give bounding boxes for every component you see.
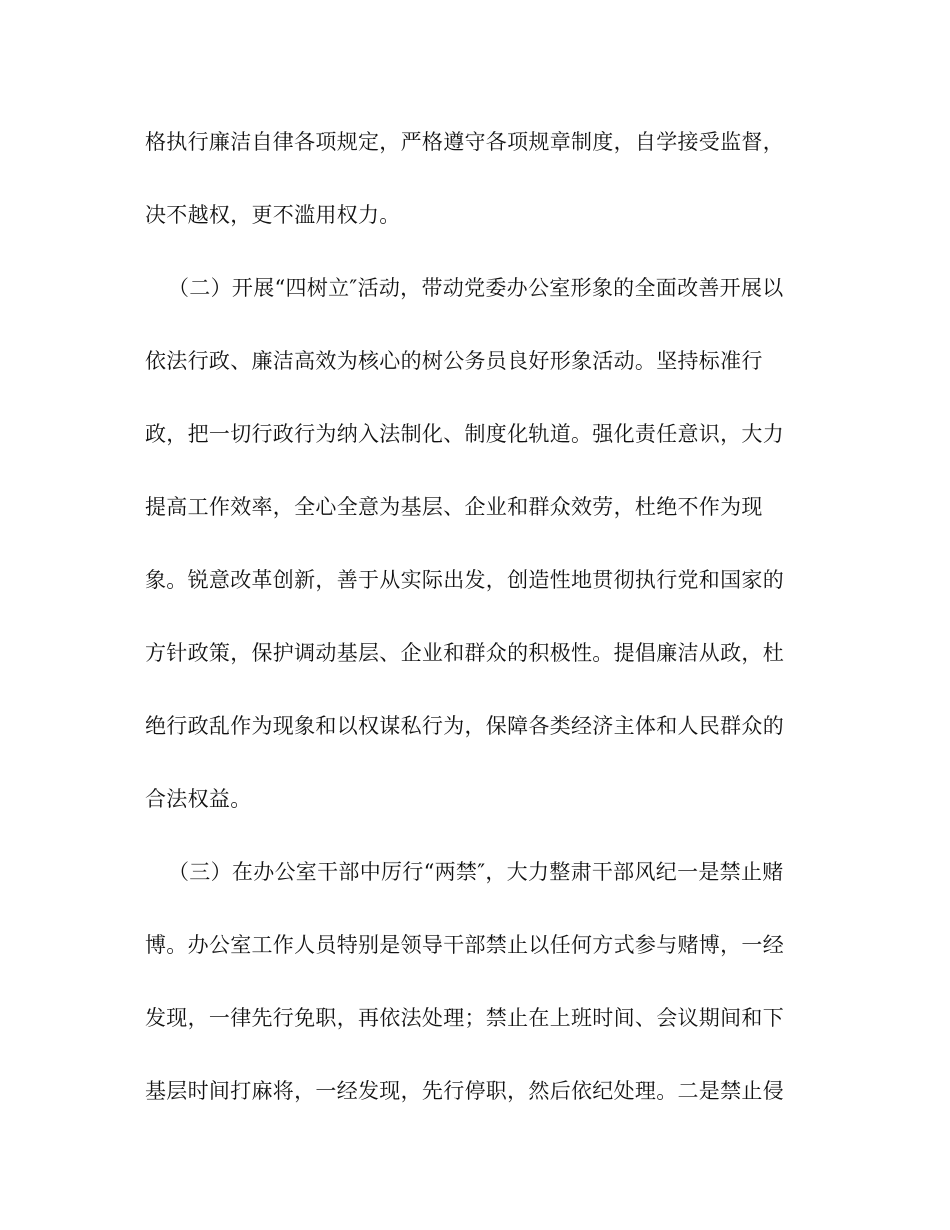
text-line-1: 格执行廉洁自律各项规定，严格遵守各项规章制度，自学接受监督， — [145, 130, 784, 154]
paragraph-heading-2: （二）开展“四树立″活动，带动党委办公室形象的全面改善开展以 — [168, 276, 784, 300]
text-line-8: 方针政策，保护调动基层、企业和群众的积极性。提倡廉洁从政，杜 — [145, 641, 784, 665]
text-line-10: 合法权益。 — [145, 787, 252, 811]
text-line-4: 依法行政、廉洁高效为核心的树公务员良好形象活动。坚持标准行 — [145, 349, 763, 373]
text-line-7: 象。锐意改革创新，善于从实际出发，创造性地贯彻执行党和国家的 — [145, 568, 784, 592]
paragraph-heading-3: （三）在办公室干部中厉行“两禁″，大力整肃干部风纪一是禁止赌 — [168, 860, 784, 884]
text-line-12: 博。办公室工作人员特别是领导干部禁止以任何方式参与赌博，一经 — [145, 933, 784, 957]
text-line-5: 政，把一切行政行为纳入法制化、制度化轨道。强化责任意识，大力 — [145, 422, 784, 446]
text-line-2: 决不越权，更不滥用权力。 — [145, 203, 401, 227]
text-line-14: 基层时间打麻将，一经发现，先行停职，然后依纪处理。二是禁止侵 — [145, 1079, 784, 1103]
text-line-6: 提高工作效率，全心全意为基层、企业和群众效劳，杜绝不作为现 — [145, 495, 763, 519]
text-line-13: 发现，一律先行免职，再依法处理；禁止在上班时间、会议期间和下 — [145, 1006, 784, 1030]
text-line-9: 绝行政乱作为现象和以权谋私行为，保障各类经济主体和人民群众的 — [145, 714, 784, 738]
